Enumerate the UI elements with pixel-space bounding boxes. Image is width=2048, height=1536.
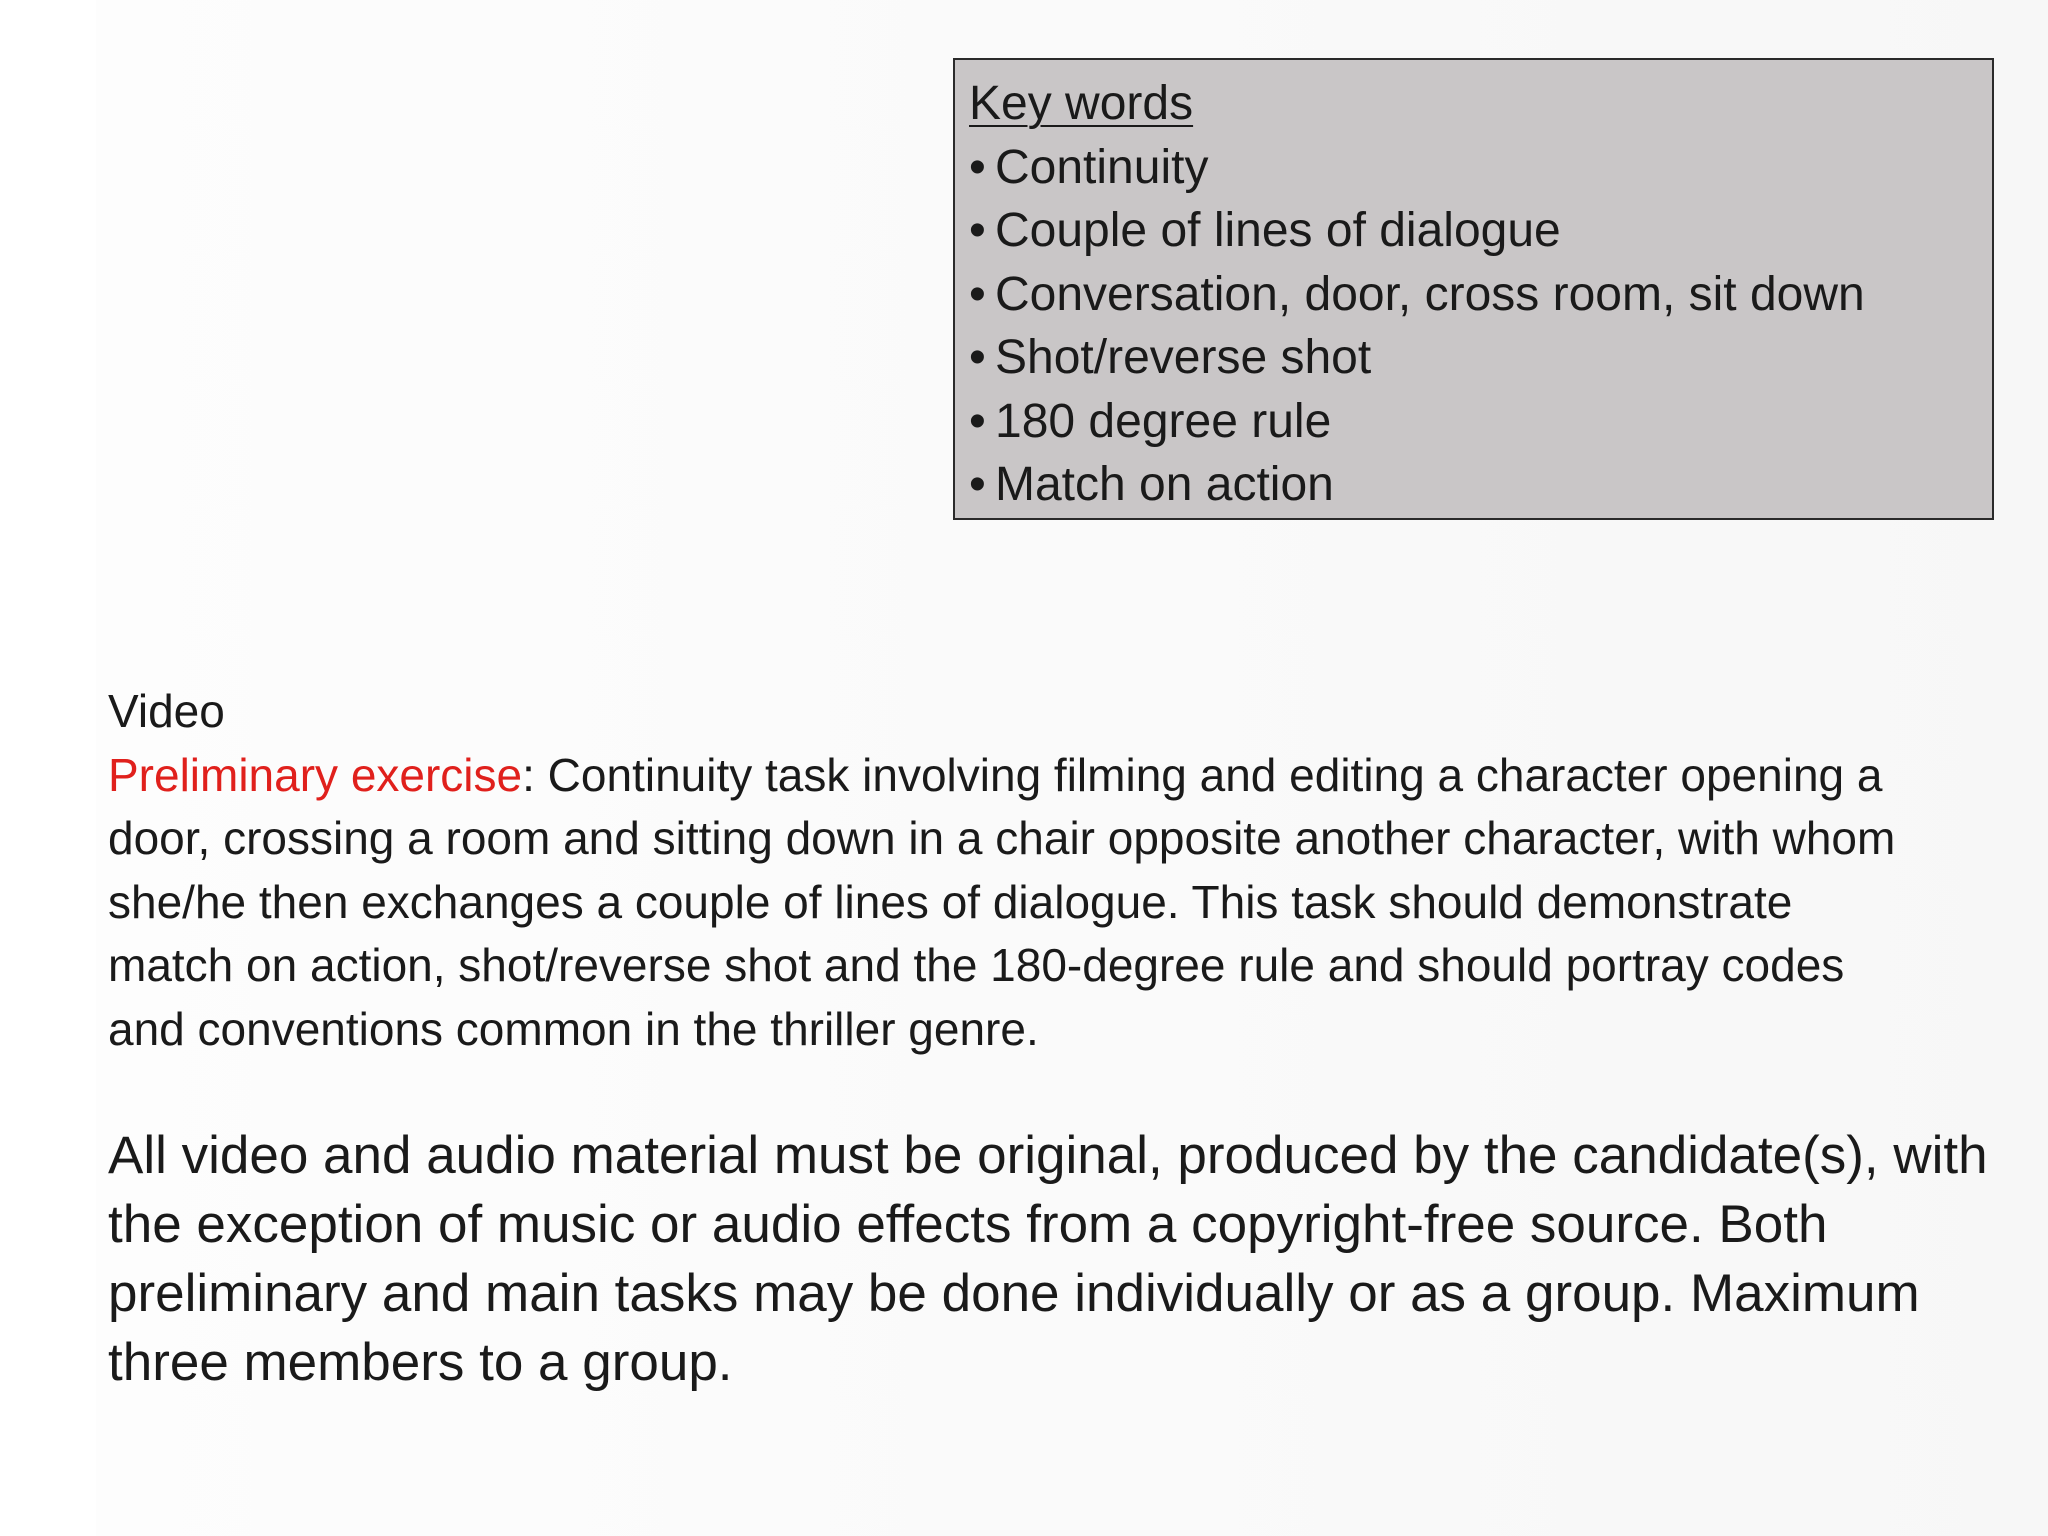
keyword-text: 180 degree rule — [995, 394, 1332, 448]
video-section — [108, 680, 1988, 1061]
bullet-icon: • — [969, 140, 986, 194]
keywords-box — [953, 58, 1994, 520]
video-heading: Video — [108, 685, 225, 737]
keyword-text: Continuity — [995, 140, 1209, 194]
keyword-item — [969, 326, 1978, 390]
keyword-item — [969, 199, 1978, 263]
keywords-heading: Key words — [969, 77, 1194, 130]
bullet-icon: • — [969, 331, 986, 384]
preliminary-exercise-text: : Continuity task involving filming and editing a character opening a door, crossing a room and sitting down in a chair opposite another character, with whom she/he then exchanges a couple of lines of dialogue. This task should demonstrate match on action, shot/reverse shot and the 180-degree rule and should portray codes and conventions common in the thriller genre. — [108, 748, 1896, 1055]
keyword-item — [969, 136, 1978, 200]
bullet-icon: • — [969, 267, 986, 321]
originality-paragraph: All video and audio material must be original, produced by the candidate(s), with the exception of music or audio effects from a copyright-free source. Both preliminary and main tasks may be done individually or as a group. Maximum three members to a group. — [108, 1126, 1988, 1392]
keyword-item — [969, 390, 1978, 454]
bullet-icon: • — [969, 458, 986, 511]
preliminary-exercise-paragraph — [108, 744, 1928, 1062]
keyword-text: Shot/reverse shot — [995, 331, 1372, 384]
keyword-text: Couple of lines of dialogue — [995, 204, 1561, 257]
keyword-text: Match on action — [995, 458, 1334, 511]
keyword-item — [969, 263, 1978, 327]
keyword-text: Conversation, door, cross room, sit down — [995, 267, 1865, 321]
keywords-list — [969, 136, 1978, 517]
preliminary-exercise-label: Preliminary exercise — [108, 748, 523, 801]
keyword-item — [969, 453, 1978, 517]
bullet-icon: • — [969, 204, 986, 257]
bullet-icon: • — [969, 394, 986, 448]
